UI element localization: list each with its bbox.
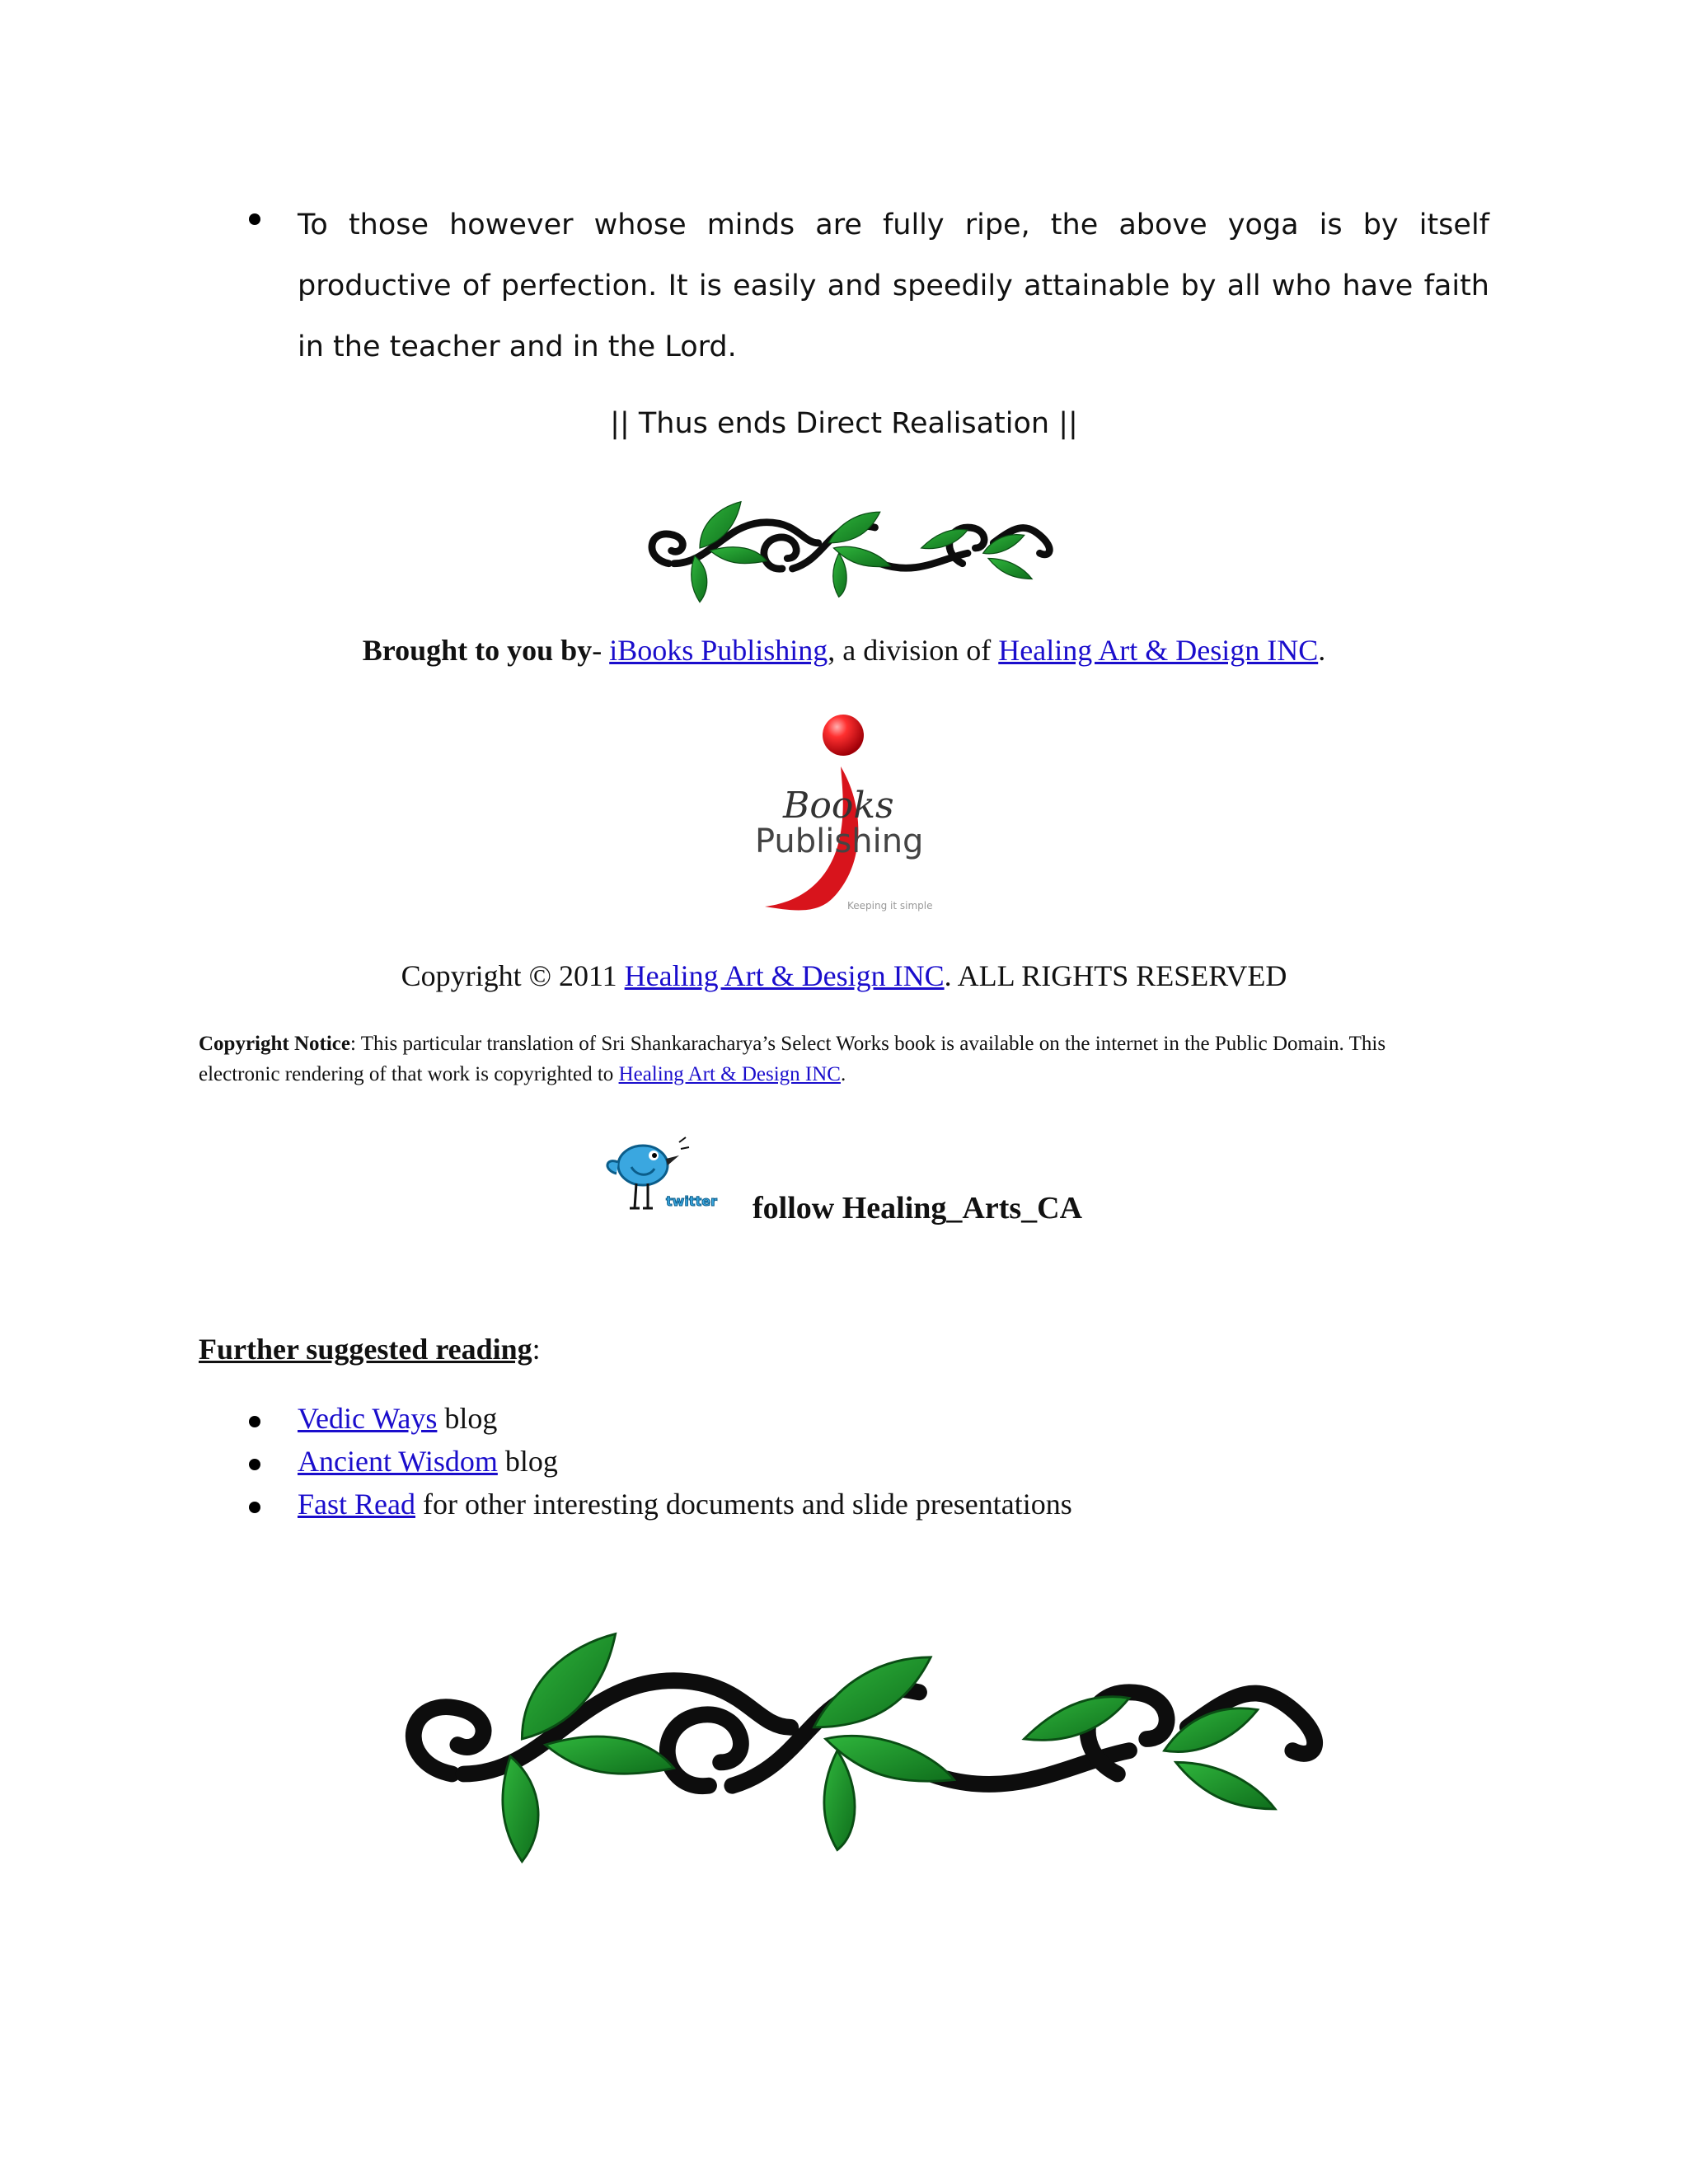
- credits-dash: -: [592, 634, 610, 667]
- twitter-bird-icon[interactable]: [600, 1126, 732, 1233]
- credits-line: [0, 633, 1688, 668]
- further-reading-heading: [199, 1332, 541, 1366]
- notice-company-link[interactable]: Healing Art & Design INC: [618, 1063, 841, 1085]
- further-reading-title: Further suggested reading: [199, 1333, 532, 1366]
- vine-ornament-large-icon: [280, 1599, 1418, 1879]
- copyright-company-link[interactable]: Healing Art & Design INC: [624, 959, 945, 992]
- vine-ornament-small-icon: [630, 486, 1058, 610]
- ibooks-publishing-link[interactable]: iBooks Publishing: [609, 634, 828, 667]
- bullet-icon: [249, 1416, 260, 1427]
- ancient-wisdom-link[interactable]: Ancient Wisdom: [298, 1445, 498, 1478]
- ending-line: || Thus ends Direct Realisation ||: [610, 407, 1078, 440]
- reading-item-text: blog: [437, 1402, 498, 1435]
- logo-tagline: Keeping it simple: [847, 900, 933, 912]
- healing-art-link[interactable]: Healing Art & Design INC: [998, 634, 1319, 667]
- credits-prefix: Brought to you by: [362, 634, 593, 667]
- notice-text: : This particular translation of Sri Shankaracharya’s Select Works book is available on the internet in the Public Domain. This electronic rendering of that work is copyrighted to: [199, 1033, 1386, 1085]
- credits-middle: , a division of: [828, 634, 999, 667]
- notice-end: .: [840, 1063, 846, 1085]
- copyright-notice: [199, 1029, 1468, 1090]
- copyright-line: [0, 958, 1688, 993]
- copyright-suffix: . ALL RIGHTS RESERVED: [944, 959, 1287, 992]
- bullet-icon: [249, 1502, 260, 1513]
- copyright-prefix: Copyright © 2011: [401, 959, 625, 992]
- fast-read-link[interactable]: Fast Read: [298, 1488, 415, 1521]
- ibooks-logo: [742, 709, 956, 923]
- twitter-badge: twitter: [666, 1193, 717, 1209]
- logo-word-publishing: Publishing: [755, 823, 924, 860]
- reading-item: [298, 1487, 1072, 1521]
- bullet-icon: [249, 1459, 260, 1470]
- reading-item-text: for other interesting documents and slide presentations: [415, 1488, 1072, 1521]
- reading-item: [298, 1401, 497, 1436]
- logo-word-books: Books: [783, 785, 894, 827]
- further-reading-colon: :: [532, 1333, 541, 1366]
- bullet-icon: [249, 213, 260, 225]
- credits-end: .: [1318, 634, 1326, 667]
- twitter-follow-text[interactable]: follow Healing_Arts_CA: [753, 1191, 1083, 1226]
- intro-paragraph: To those however whose minds are fully ripe, the above yoga is by itself productive of perfection. It is easily and speedily attainable by all who have faith in the teacher and in the Lord.: [298, 209, 1489, 363]
- vedic-ways-link[interactable]: Vedic Ways: [298, 1402, 438, 1435]
- reading-item-text: blog: [497, 1445, 558, 1478]
- reading-item: [298, 1444, 558, 1479]
- notice-label: Copyright Notice: [199, 1033, 350, 1055]
